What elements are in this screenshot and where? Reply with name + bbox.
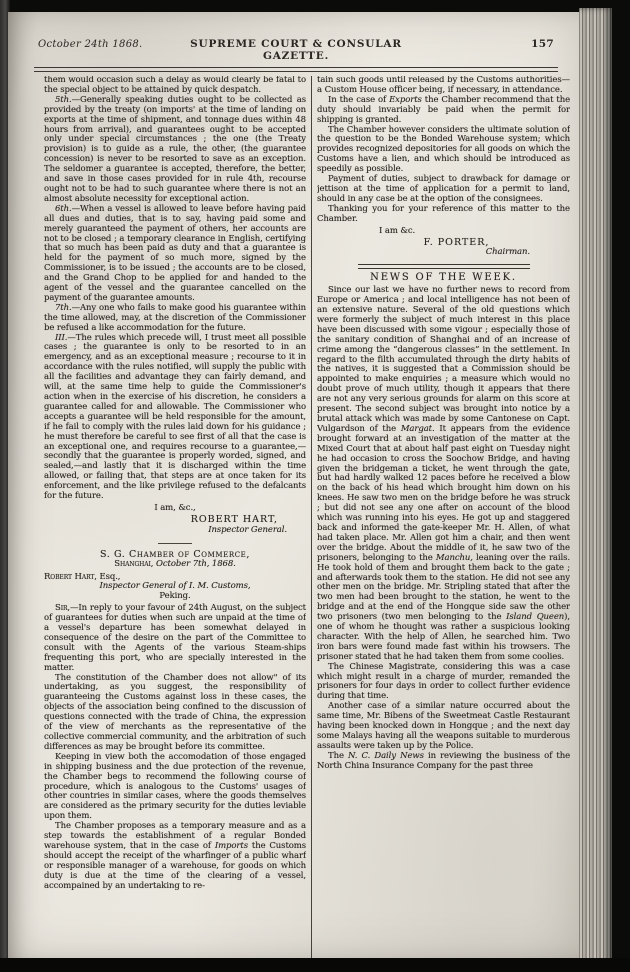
letter-paragraph: The Chamber however considers the ultimate solution of the question to be the Bonded Warehouse system; which provides recognized depositories for all goods on which the Customs have a lien, and which should be introduced as speedily as possible. xyxy=(317,124,570,175)
letter-continuation: them would occasion such a delay as would clearly be fatal to the special object to be attained by quick despatch. xyxy=(44,76,306,95)
page-number: 157 xyxy=(531,38,554,50)
chamber-heading: S. G. Chamber of Commerce, xyxy=(99,548,251,560)
valediction: I am &c. xyxy=(379,225,416,236)
right-column xyxy=(317,76,570,962)
issue-date: October 24th 1868. xyxy=(38,39,143,50)
letter-continuation: tain such goods until released by the Customs authorities—a Custom House officer being, if necessary, in attendance. xyxy=(317,76,570,95)
chamber-heading-date: Shanghai, October 7th, 1868. xyxy=(114,558,236,569)
section-divider xyxy=(158,543,192,544)
letter-paragraph: Keeping in view both the accomodation of those engaged in shipping business and the due protection of the revenue, the Chamber begs to recommend the following course of procedure, which is analogous to the Customs' usages of other countries in similar cases, where the goods themselves are considered as the primary security for the duties leviable upon them. xyxy=(44,751,306,822)
valediction: I am, &c., xyxy=(154,502,196,513)
section-divider xyxy=(358,264,530,269)
column-divider-rule xyxy=(311,76,312,962)
gazette-page xyxy=(8,12,580,958)
rule-6th-paragraph: 6th.—When a vessel is allowed to leave before having paid all dues and duties, that is to say, having paid some and merely guaranteed the payment of others, her accounts are not to be closed ; a temporary clearance in English, certifying that so much has been paid as duty and that a guarantee is held for the payment of so much more, signed by the Commissioner, is to be issued ; the accounts are to be closed, and the Grand Chop to be applied for and handed to the agent of the vessel and the guarantee cancelled on the payment of the guarantee amounts. xyxy=(44,203,306,303)
signature-title: Chairman. xyxy=(485,247,530,258)
letter-paragraph: In the case of Exports the Chamber recommend that the duty should invariably be paid when the permit for shipping is granted. xyxy=(317,94,570,125)
scan-bottom-edge xyxy=(0,958,630,972)
letter-paragraph: Payment of duties, subject to drawback for damage or jettison at the time of application for a permit to land, should in any case be at the option of the consignees. xyxy=(317,174,570,204)
addressee-name: Robert Hart, Esq., xyxy=(44,571,121,582)
section-iii-paragraph: III.—The rules which precede will, I trust meet all possible cases ; the guarantee is only to be resorted to in an emergency, and as an exceptional measure ; recourse to it in accordance with the rules notified, will supply the public with all the facilities and advantage they can fairly demand, and will, at the same time help to guide the Commissioner's action when in the exercise of his discretion, he considers a guarantee called for and allowable. The Commissioner who accepts a guarantee will be held responsible for the amount, if he fail to comply with the rules laid down for his guidance ; he must therefore be careful to see first of all that the case is an exceptional one, and requires recourse to a guarantee,—secondly that the guarantee is properly worded, signed, and sealed,—and lastly that it is discharged within the time allowed, or failing that, that steps are at once taken for its enforcement, and the like privilege refused to the defalcants for the future. xyxy=(44,332,306,502)
rule-7th-paragraph: 7th.—Any one who fails to make good his guarantee within the time allowed, may, at the discretion of the Commissioner be refused a like accommodation for the future. xyxy=(44,302,306,333)
rule-5th-paragraph: 5th.—Generally speaking duties ought to be collected as provided by the treaty (on imports' at the time of landing on exports at the time of shipment, and tonnage dues within 48 hours from arrival), and guarantees ought to be accepted only under special circumstances ; the one (the Treaty provision) is to guide as a rule, the other, (the guarantee concession) is never to be resorted to save as an exception. The seldomer a guarantee is accepted, therefore, the better, and save in those cases provided for in rule 4th, recourse ought not to be had to such guarantee where there is not an almost absolute necessity for exceptional action. xyxy=(44,94,306,204)
letter-paragraph: Sir,—In reply to your favour of 24th August, on the subject of guarantees for duties when such are unpaid at the time of a vessel's departure has been somewhat delayed in consequence of the desire on the part of the Committee to consult with the Agents of the various Steam-ships frequenting this port, who are specially interested in the matter. xyxy=(44,603,306,673)
news-paragraph: The N. C. Daily News in reviewing the business of the North China Insurance Company for the past three xyxy=(317,750,570,771)
left-column xyxy=(44,76,306,962)
signature-f-porter: F. PORTER, xyxy=(423,236,490,248)
signature-title: Inspector General. xyxy=(208,524,287,535)
letter-paragraph: Thanking you for your reference of this matter to the Chamber. xyxy=(317,203,570,224)
book-page-edges xyxy=(579,8,612,966)
news-of-the-week-heading: NEWS OF THE WEEK. xyxy=(370,272,517,284)
two-column-body xyxy=(44,76,570,962)
addressee-place: Peking. xyxy=(159,591,191,602)
masthead-title: SUPREME COURT & CONSULAR GAZETTE. xyxy=(190,38,402,62)
news-paragraph: The Chinese Magistrate, considering this was a case which might result in a charge of murder, remanded the prisoners for four days in order to collect further evidence during that time. xyxy=(317,661,570,702)
signature-robert-hart: ROBERT HART, xyxy=(190,513,278,525)
addressee-title: Inspector General of I. M. Customs, xyxy=(99,581,251,592)
letter-paragraph: The Chamber proposes as a temporary measure and as a step towards the establishment of a regular Bonded warehouse system, that in the case of Imports the Customs should accept the receipt of the wharfinger of a public wharf or responsible manager of a warehouse, for goods on which duty is due at the time of the clearing of a vessel, accompained by an undertaking to re- xyxy=(44,821,306,891)
header-double-rule xyxy=(34,67,558,72)
page-header xyxy=(38,38,554,62)
news-paragraph: Another case of a similar nature occurred about the same time, Mr. Bibens of the Sweetmeat Castle Restaurant having been knocked down in Hongque ; and the next day some Malays having all the weapons suitable to murderous assaults were taken up by the Police. xyxy=(317,701,570,751)
news-paragraph: Since our last we have no further news to record from Europe or America ; and local intelligence has not been of an extensive nature. Several of the old questions which were formerly the subject of much interest in this place have been discussed with some vigour ; especially those of the sanitary condition of Shanghai and of an increase of crime among the “dangerous classes” in the settlement. In regard to the filth accumulated through the dirty habits of the natives, it is suggested that a Commission should be appointed to make enquiries ; a measure which would no doubt prove of much utility, though it appears that there are not any very serious grounds for alarm on this score at present. The second subject was brought into notice by a brutal attack which was made by some Cantonese on Capt. Vulgardson of the Margat. It appears from the evidence brought forward at an investigation of the matter at the Mixed Court that at about half past eight on Tuesday night he had occasion to cross the Soochow Bridge, and having given the bridgeman a ticket, he went through the gate, but had hardly walked 12 paces before he received a blow on the back of his head which brought him down on his knees. He saw two men on the bridge before he was struck ; but did not see any one after on account of the blood which was running into his eyes. He got up and staggered back and informed the gate-keeper Mr. H. Allen, of what had taken place. Mr. Allen got him a chair, and then went over the bridge. About the middle of it, he saw two of the prisoners, belonging to the Manchu, leaning over the rails. He took hold of them and brought them back to the gate ; and afterwards took them to the station. He did not see any other men on the bridge. Mr. Stripling stated that after the two men had been brought to the station, he went to the bridge and at the end of the Hongque side saw the other two prisoners (two men belonging to the Island Queen), one of whom he thought was rather a suspicious looking character. With the help of Allen, he searched him. Two iron bars were found made fast within his trowsers. The prisoner stated that he had taken them from some coolies. xyxy=(317,285,570,662)
letter-paragraph: The constitution of the Chamber does not allow" of its undertaking, as you suggest, the responsibility of guaranteeing the Customs against loss in these cases, the objects of the association being confined to the discussion of questions connected with the trade of China, the expression of the view of merchants as the representative of the collective commercial community, and the arbitration of such differences as may be brought before its committee. xyxy=(44,672,306,752)
